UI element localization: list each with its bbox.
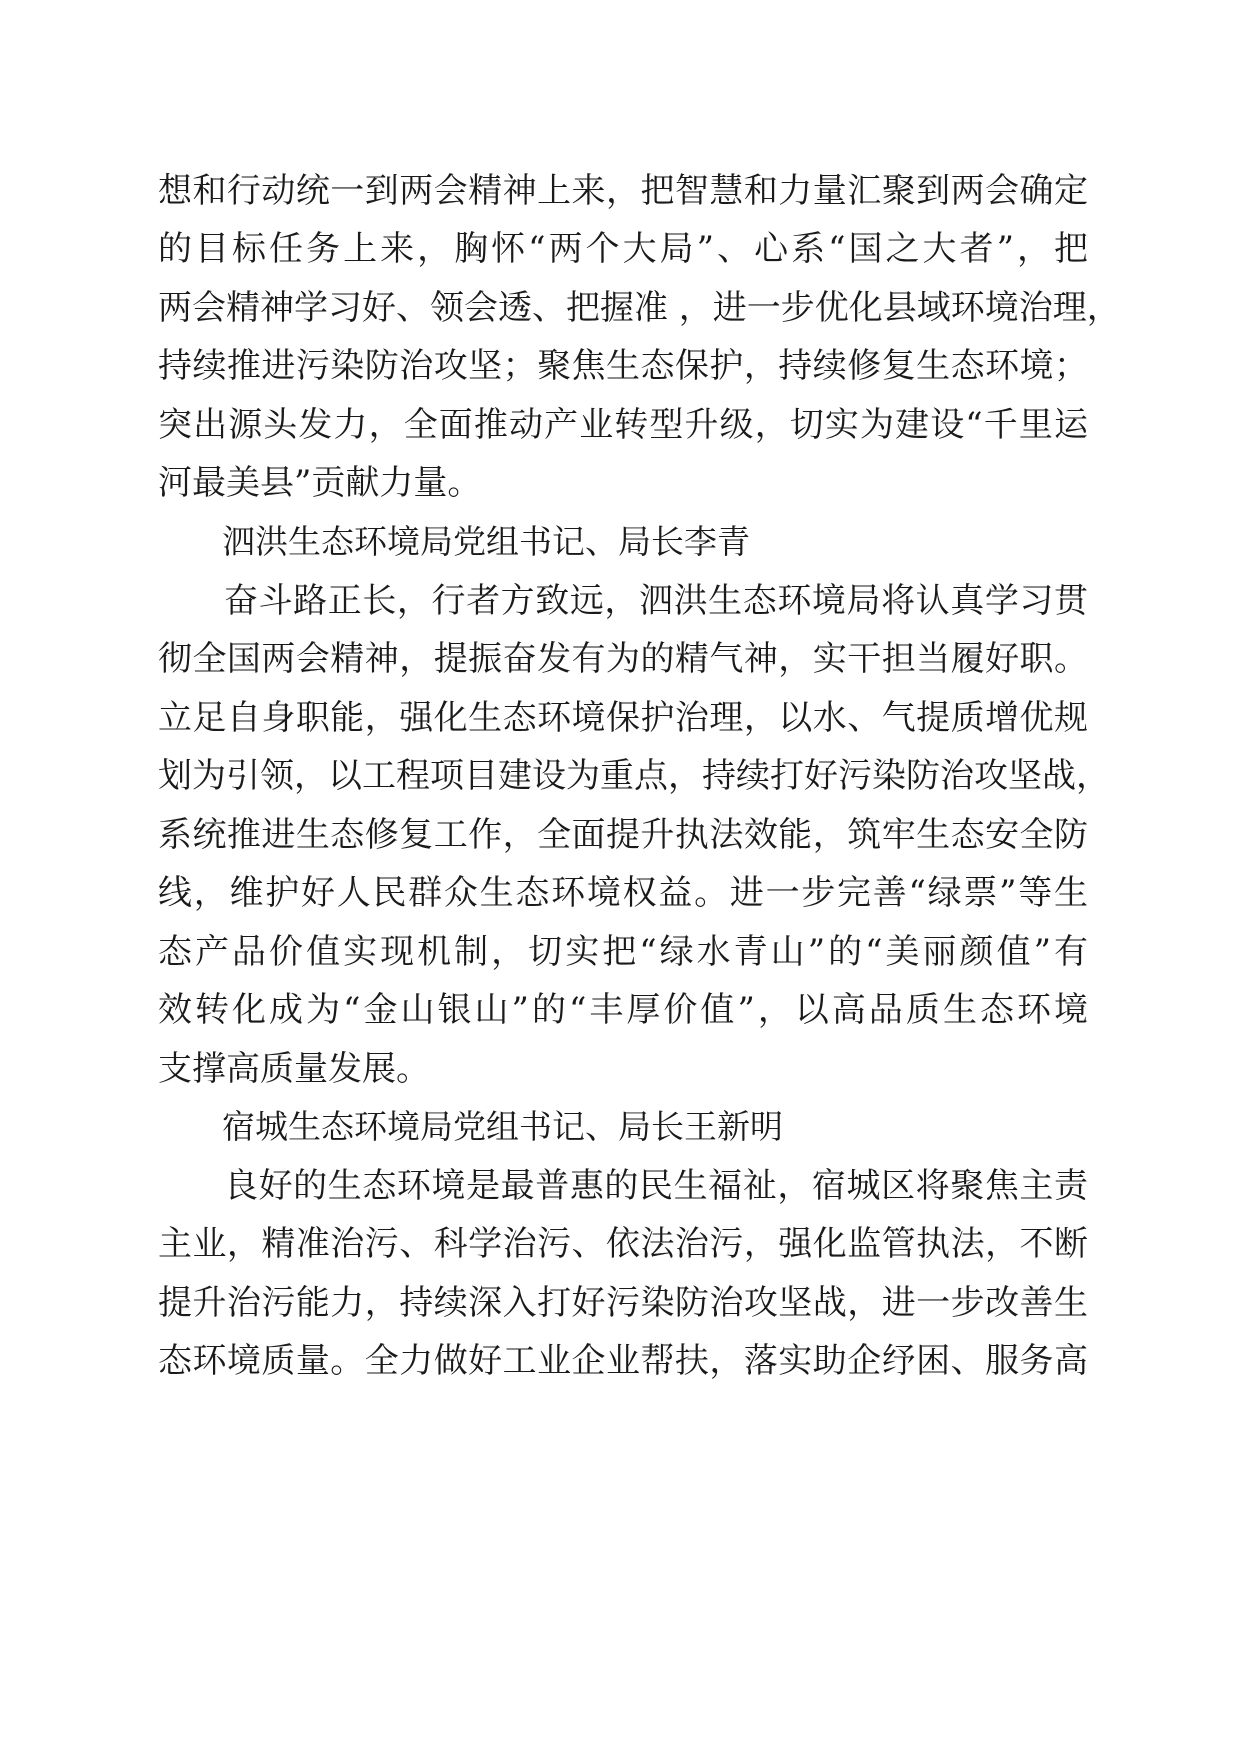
section-heading: 泗洪生态环境局党组书记、局长李青 <box>222 522 750 561</box>
section-heading: 宿城生态环境局党组书记、局长王新明 <box>222 1107 783 1146</box>
paragraph-line: 想和行动统一到两会精神上来，把智慧和力量汇聚到两会确定 <box>158 171 1088 211</box>
paragraph-line: 线，维护好人民群众生态环境权益。进一步完善“绿票”等生 <box>158 873 1088 913</box>
paragraph-first-line <box>224 576 1088 626</box>
paragraph-line: 河最美县”贡献力量。 <box>158 463 482 503</box>
paragraph-line: 的目标任务上来，胸怀“两个大局”、心系“国之大者”，把 <box>158 229 1088 269</box>
paragraph-line: 主业，精准治污、科学治污、依法治污，强化监管执法，不断 <box>158 1224 1088 1264</box>
paragraph-line: 彻全国两会精神，提振奋发有为的精气神，实干担当履好职。 <box>158 639 1088 679</box>
paragraph-line: 奋斗路正长，行者方致远，泗洪生态环境局将认真学习贯 <box>224 581 1088 621</box>
paragraph-line: 态环境质量。全力做好工业企业帮扶，落实助企纾困、服务高 <box>158 1341 1088 1381</box>
paragraph-line: 立足自身职能，强化生态环境保护治理，以水、气提质增优规 <box>158 698 1088 738</box>
paragraph-line: 持续推进污染防治攻坚；聚焦生态保护，持续修复生态环境； <box>158 346 1088 386</box>
paragraph-line: 两会精神学习好、领会透、把握准 ，进一步优化县域环境治理， <box>158 288 1121 328</box>
paragraph-first-line <box>224 1161 1088 1211</box>
paragraph-line: 突出源头发力，全面推动产业转型升级，切实为建设“千里运 <box>158 405 1088 445</box>
paragraph-line: 系统推进生态修复工作，全面提升执法效能，筑牢生态安全防 <box>158 815 1088 855</box>
paragraph-line: 提升治污能力，持续深入打好污染防治攻坚战，进一步改善生 <box>158 1283 1088 1323</box>
paragraph-line: 态产品价值实现机制，切实把“绿水青山”的“美丽颜值”有 <box>158 932 1088 972</box>
paragraph-line: 良好的生态环境是最普惠的民生福祉，宿城区将聚焦主责 <box>224 1166 1088 1206</box>
paragraph-line: 效转化成为“金山银山”的“丰厚价值”，以高品质生态环境 <box>158 990 1088 1030</box>
paragraph-line: 支撑高质量发展。 <box>158 1049 430 1089</box>
paragraph-line: 划为引领，以工程项目建设为重点，持续打好污染防治攻坚战， <box>158 756 1110 796</box>
